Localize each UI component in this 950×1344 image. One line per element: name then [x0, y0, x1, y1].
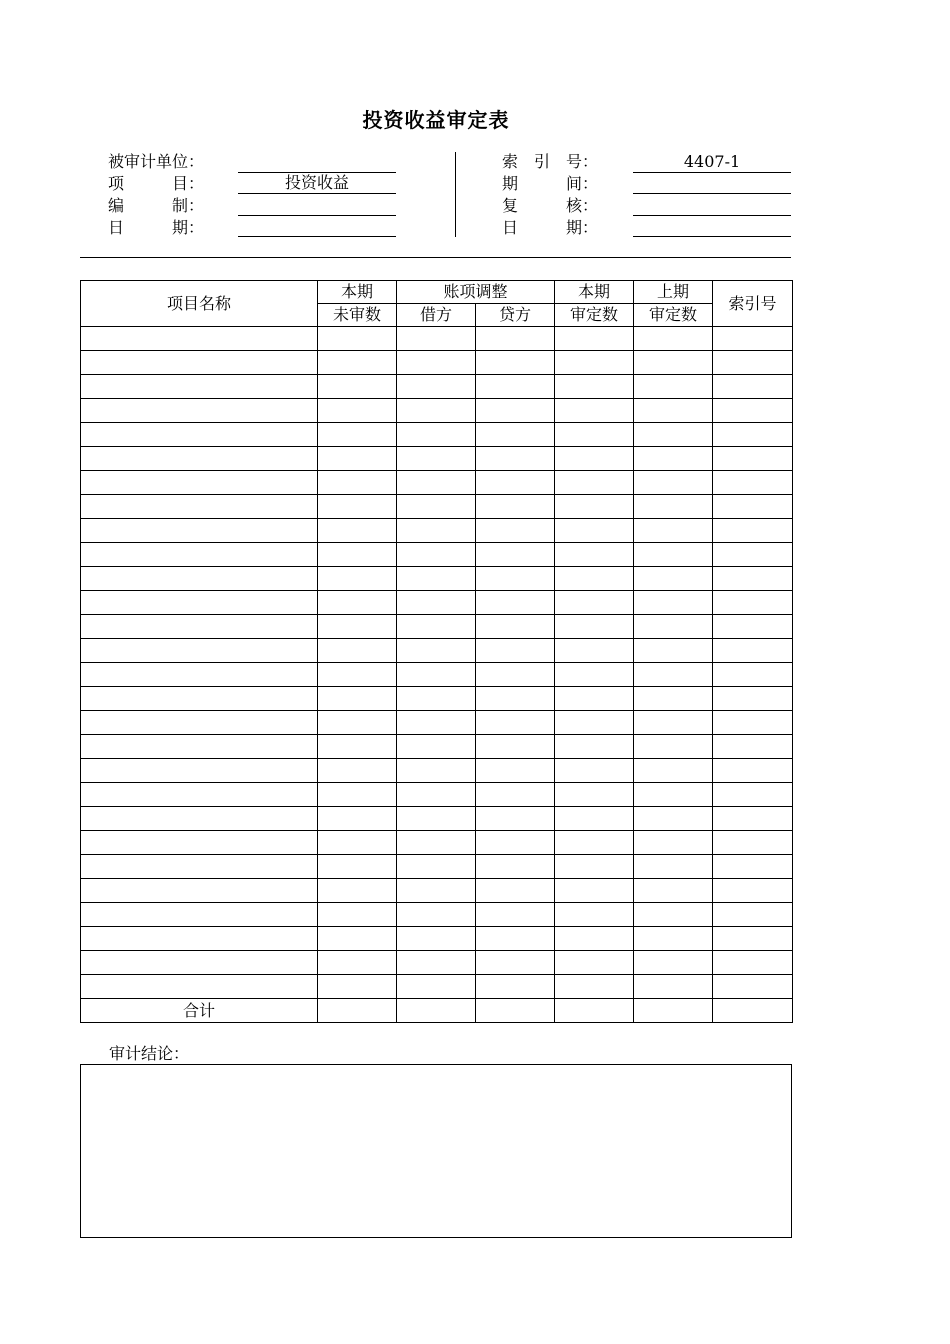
table-cell[interactable]	[713, 759, 793, 783]
header-credit: 贷方	[476, 304, 555, 327]
table-cell[interactable]	[318, 975, 397, 999]
table-cell[interactable]	[713, 831, 793, 855]
table-row	[81, 639, 793, 663]
table-cell[interactable]	[555, 543, 634, 567]
table-cell[interactable]	[81, 591, 318, 615]
table-cell[interactable]	[397, 399, 476, 423]
table-cell[interactable]	[318, 711, 397, 735]
table-cell[interactable]	[81, 399, 318, 423]
table-row	[81, 399, 793, 423]
table-cell[interactable]	[318, 951, 397, 975]
table-cell[interactable]	[81, 735, 318, 759]
header-item-name: 项目名称	[81, 281, 318, 327]
table-cell[interactable]	[476, 831, 555, 855]
table-cell[interactable]	[397, 351, 476, 375]
table-cell[interactable]	[634, 399, 713, 423]
table-cell[interactable]	[397, 495, 476, 519]
table-cell[interactable]	[634, 543, 713, 567]
header-index: 索引号	[713, 281, 793, 327]
table-cell[interactable]	[318, 855, 397, 879]
table-cell[interactable]	[476, 447, 555, 471]
table-cell[interactable]	[713, 567, 793, 591]
table-cell[interactable]	[476, 615, 555, 639]
table-cell[interactable]	[318, 351, 397, 375]
header-unaudited-line2: 未审数	[318, 304, 397, 327]
table-cell[interactable]	[397, 687, 476, 711]
table-cell[interactable]	[476, 951, 555, 975]
table-cell[interactable]	[713, 615, 793, 639]
table-cell[interactable]	[318, 639, 397, 663]
table-cell[interactable]	[555, 375, 634, 399]
total-cell[interactable]	[713, 999, 793, 1023]
table-cell[interactable]	[397, 807, 476, 831]
table-cell[interactable]	[476, 759, 555, 783]
header-debit: 借方	[397, 304, 476, 327]
table-cell[interactable]	[555, 927, 634, 951]
table-row	[81, 807, 793, 831]
table-cell[interactable]	[476, 711, 555, 735]
table-cell[interactable]	[713, 927, 793, 951]
audit-table	[80, 280, 793, 1023]
page-title: 投资收益审定表	[362, 108, 510, 132]
table-cell[interactable]	[81, 615, 318, 639]
table-cell[interactable]	[476, 927, 555, 951]
table-row	[81, 471, 793, 495]
table-cell[interactable]	[476, 351, 555, 375]
table-cell[interactable]	[318, 495, 397, 519]
table-cell[interactable]	[397, 759, 476, 783]
table-cell[interactable]	[81, 831, 318, 855]
table-cell[interactable]	[713, 807, 793, 831]
table-row	[81, 375, 793, 399]
table-cell[interactable]	[81, 423, 318, 447]
table-row	[81, 519, 793, 543]
table-cell[interactable]	[397, 663, 476, 687]
left-date-field[interactable]	[238, 216, 396, 237]
header-separator	[455, 152, 456, 237]
table-cell[interactable]	[555, 327, 634, 351]
table-cell[interactable]	[555, 471, 634, 495]
table-row	[81, 735, 793, 759]
table-cell[interactable]	[713, 519, 793, 543]
table-cell[interactable]	[713, 879, 793, 903]
total-cell[interactable]	[634, 999, 713, 1023]
table-row	[81, 567, 793, 591]
table-cell[interactable]	[318, 567, 397, 591]
table-cell[interactable]	[713, 327, 793, 351]
table-cell[interactable]	[81, 927, 318, 951]
table-cell[interactable]	[713, 543, 793, 567]
header-unaudited-line1: 本期	[318, 281, 397, 304]
table-cell[interactable]	[555, 615, 634, 639]
table-row	[81, 855, 793, 879]
table-cell[interactable]	[318, 759, 397, 783]
table-cell[interactable]	[634, 855, 713, 879]
right-date-label: 日 期：	[502, 218, 599, 237]
table-cell[interactable]	[397, 327, 476, 351]
table-cell[interactable]	[713, 351, 793, 375]
table-row	[81, 687, 793, 711]
table-cell[interactable]	[555, 687, 634, 711]
table-cell[interactable]	[634, 591, 713, 615]
total-cell[interactable]	[476, 999, 555, 1023]
table-cell[interactable]	[713, 591, 793, 615]
table-cell[interactable]	[476, 327, 555, 351]
table-cell[interactable]	[634, 471, 713, 495]
table-cell[interactable]	[318, 615, 397, 639]
table-cell[interactable]	[555, 783, 634, 807]
table-cell[interactable]	[81, 807, 318, 831]
table-cell[interactable]	[318, 327, 397, 351]
table-cell[interactable]	[555, 423, 634, 447]
period-field[interactable]	[633, 173, 791, 194]
table-row	[81, 543, 793, 567]
table-cell[interactable]	[713, 471, 793, 495]
table-cell[interactable]	[476, 471, 555, 495]
table-cell[interactable]	[555, 855, 634, 879]
table-cell[interactable]	[476, 399, 555, 423]
table-cell[interactable]	[81, 543, 318, 567]
table-cell[interactable]	[81, 351, 318, 375]
table-cell[interactable]	[476, 735, 555, 759]
table-cell[interactable]	[318, 735, 397, 759]
table-cell[interactable]	[81, 471, 318, 495]
table-cell[interactable]	[555, 951, 634, 975]
total-cell[interactable]	[397, 999, 476, 1023]
table-cell[interactable]	[318, 807, 397, 831]
table-row	[81, 879, 793, 903]
table-cell[interactable]	[555, 903, 634, 927]
index-field[interactable]: 4407-1	[633, 152, 791, 173]
table-cell[interactable]	[397, 975, 476, 999]
left-date-label: 日 期：	[108, 218, 205, 237]
table-cell[interactable]	[634, 711, 713, 735]
table-cell[interactable]	[81, 975, 318, 999]
table-row	[81, 975, 793, 999]
table-cell[interactable]	[713, 855, 793, 879]
table-cell[interactable]	[397, 831, 476, 855]
table-cell[interactable]	[318, 663, 397, 687]
table-cell[interactable]	[476, 519, 555, 543]
table-cell[interactable]	[318, 519, 397, 543]
table-cell[interactable]	[634, 639, 713, 663]
table-cell[interactable]	[318, 687, 397, 711]
table-cell[interactable]	[634, 951, 713, 975]
table-cell[interactable]	[476, 663, 555, 687]
table-cell[interactable]	[81, 879, 318, 903]
table-cell[interactable]	[634, 615, 713, 639]
prepared-field[interactable]	[238, 195, 396, 216]
table-cell[interactable]	[397, 855, 476, 879]
table-cell[interactable]	[555, 591, 634, 615]
table-cell[interactable]	[634, 351, 713, 375]
table-cell[interactable]	[555, 519, 634, 543]
table-cell[interactable]	[713, 495, 793, 519]
table-cell[interactable]	[713, 975, 793, 999]
table-cell[interactable]	[555, 975, 634, 999]
table-cell[interactable]	[476, 591, 555, 615]
table-cell[interactable]	[634, 375, 713, 399]
table-cell[interactable]	[81, 759, 318, 783]
table-row	[81, 495, 793, 519]
table-cell[interactable]	[397, 951, 476, 975]
table-cell[interactable]	[634, 759, 713, 783]
table-cell[interactable]	[555, 663, 634, 687]
table-cell[interactable]	[81, 855, 318, 879]
table-row	[81, 831, 793, 855]
table-cell[interactable]	[713, 735, 793, 759]
table-cell[interactable]	[476, 879, 555, 903]
table-cell[interactable]	[634, 423, 713, 447]
table-cell[interactable]	[397, 471, 476, 495]
table-cell[interactable]	[476, 543, 555, 567]
table-cell[interactable]	[476, 783, 555, 807]
table-cell[interactable]	[397, 375, 476, 399]
table-cell[interactable]	[634, 567, 713, 591]
table-cell[interactable]	[713, 903, 793, 927]
table-cell[interactable]	[81, 495, 318, 519]
table-cell[interactable]	[555, 639, 634, 663]
table-cell[interactable]	[634, 687, 713, 711]
table-cell[interactable]	[318, 591, 397, 615]
table-cell[interactable]	[476, 639, 555, 663]
table-cell[interactable]	[555, 399, 634, 423]
table-cell[interactable]	[397, 711, 476, 735]
table-cell[interactable]	[634, 975, 713, 999]
table-cell[interactable]	[555, 351, 634, 375]
table-cell[interactable]	[81, 567, 318, 591]
table-cell[interactable]	[81, 519, 318, 543]
table-cell[interactable]	[713, 663, 793, 687]
header-audited-line2: 审定数	[555, 304, 634, 327]
table-cell[interactable]	[634, 879, 713, 903]
table-cell[interactable]	[476, 375, 555, 399]
table-cell[interactable]	[555, 567, 634, 591]
table-cell[interactable]	[318, 423, 397, 447]
table-cell[interactable]	[713, 423, 793, 447]
table-row	[81, 927, 793, 951]
table-cell[interactable]	[555, 807, 634, 831]
header-adjustments: 账项调整	[397, 281, 555, 304]
project-label: 项 目：	[108, 174, 205, 193]
table-cell[interactable]	[397, 735, 476, 759]
table-row	[81, 663, 793, 687]
table-cell[interactable]	[318, 831, 397, 855]
table-cell[interactable]	[318, 783, 397, 807]
table-row	[81, 711, 793, 735]
table-cell[interactable]	[555, 759, 634, 783]
table-row	[81, 759, 793, 783]
header-rule	[80, 257, 791, 258]
table-cell[interactable]	[634, 927, 713, 951]
table-cell[interactable]	[397, 615, 476, 639]
table-cell[interactable]	[634, 783, 713, 807]
table-cell[interactable]	[397, 543, 476, 567]
table-cell[interactable]	[713, 783, 793, 807]
table-cell[interactable]	[81, 711, 318, 735]
table-cell[interactable]	[397, 879, 476, 903]
right-date-field[interactable]	[633, 216, 791, 237]
table-cell[interactable]	[318, 927, 397, 951]
project-field[interactable]: 投资收益	[238, 173, 396, 194]
table-cell[interactable]	[634, 663, 713, 687]
conclusion-label: 审计结论：	[109, 1044, 190, 1063]
table-cell[interactable]	[318, 375, 397, 399]
table-cell[interactable]	[634, 903, 713, 927]
table-cell[interactable]	[555, 879, 634, 903]
table-cell[interactable]	[634, 327, 713, 351]
table-row	[81, 447, 793, 471]
table-cell[interactable]	[713, 399, 793, 423]
table-cell[interactable]	[713, 639, 793, 663]
table-cell[interactable]	[555, 495, 634, 519]
table-cell[interactable]	[476, 903, 555, 927]
table-cell[interactable]	[476, 567, 555, 591]
total-cell[interactable]	[555, 999, 634, 1023]
table-cell[interactable]	[397, 519, 476, 543]
total-cell[interactable]	[318, 999, 397, 1023]
period-label: 期 间：	[502, 174, 599, 193]
table-cell[interactable]	[555, 447, 634, 471]
table-cell[interactable]	[713, 711, 793, 735]
table-body	[81, 327, 793, 1023]
index-label: 索 引 号：	[502, 152, 599, 171]
table-cell[interactable]	[318, 399, 397, 423]
table-cell[interactable]	[713, 447, 793, 471]
table-cell[interactable]	[634, 735, 713, 759]
table-cell[interactable]	[397, 639, 476, 663]
table-cell[interactable]	[476, 495, 555, 519]
table-row	[81, 951, 793, 975]
table-cell[interactable]	[476, 975, 555, 999]
review-label: 复 核：	[502, 196, 599, 215]
table-cell[interactable]	[634, 831, 713, 855]
table-cell[interactable]	[397, 783, 476, 807]
table-row	[81, 615, 793, 639]
table-cell[interactable]	[713, 951, 793, 975]
table-cell[interactable]	[397, 423, 476, 447]
conclusion-box[interactable]	[80, 1064, 792, 1238]
table-cell[interactable]	[81, 447, 318, 471]
table-cell[interactable]	[713, 375, 793, 399]
header-prior-line1: 上期	[634, 281, 713, 304]
table-row	[81, 327, 793, 351]
table-cell[interactable]	[634, 807, 713, 831]
table-cell[interactable]	[555, 711, 634, 735]
auditee-field[interactable]	[238, 152, 396, 173]
table-cell[interactable]	[81, 783, 318, 807]
auditee-label: 被审计单位：	[108, 152, 205, 171]
table-cell[interactable]	[318, 903, 397, 927]
table-cell[interactable]	[555, 735, 634, 759]
table-row	[81, 423, 793, 447]
table-cell[interactable]	[397, 927, 476, 951]
table-row	[81, 351, 793, 375]
table-cell[interactable]	[476, 687, 555, 711]
table-cell[interactable]	[634, 519, 713, 543]
table-cell[interactable]	[81, 327, 318, 351]
table-row	[81, 783, 793, 807]
table-cell[interactable]	[397, 447, 476, 471]
table-cell[interactable]	[81, 639, 318, 663]
header-prior-line2: 审定数	[634, 304, 713, 327]
table-cell[interactable]	[318, 543, 397, 567]
header-audited-line1: 本期	[555, 281, 634, 304]
table-cell[interactable]	[81, 663, 318, 687]
table-cell[interactable]	[397, 903, 476, 927]
table-row	[81, 903, 793, 927]
table-cell[interactable]	[81, 903, 318, 927]
table-cell[interactable]	[397, 567, 476, 591]
table-cell[interactable]	[81, 375, 318, 399]
table-cell[interactable]	[634, 495, 713, 519]
table-cell[interactable]	[318, 879, 397, 903]
table-row	[81, 591, 793, 615]
total-label: 合计	[81, 999, 318, 1023]
table-cell[interactable]	[318, 471, 397, 495]
table-cell[interactable]	[81, 687, 318, 711]
table-cell[interactable]	[555, 831, 634, 855]
table-cell[interactable]	[397, 591, 476, 615]
table-cell[interactable]	[476, 807, 555, 831]
review-field[interactable]	[633, 195, 791, 216]
table-cell[interactable]	[476, 855, 555, 879]
table-cell[interactable]	[476, 423, 555, 447]
prepared-label: 编 制：	[108, 196, 205, 215]
total-row	[81, 999, 793, 1023]
table-cell[interactable]	[318, 447, 397, 471]
table-cell[interactable]	[713, 687, 793, 711]
table-cell[interactable]	[634, 447, 713, 471]
table-cell[interactable]	[81, 951, 318, 975]
